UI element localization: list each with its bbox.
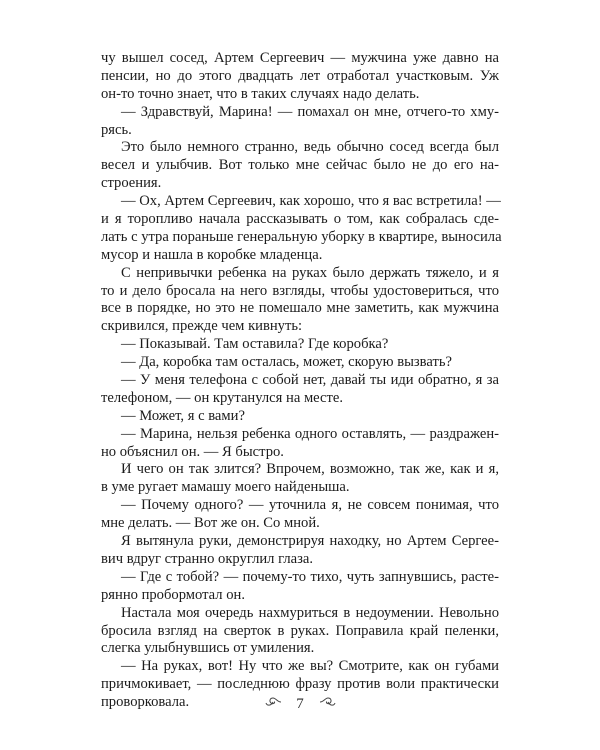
text-line: — У меня телефона с собой нет, давай ты иди обратно, я за [121, 372, 499, 389]
text-line: чу вышел сосед, Артем Сергеевич — мужчина уже давно на [101, 50, 499, 66]
text-line: — Может, я с вами? [121, 407, 245, 424]
text-line: — Марина, нельзя ребенка одного оставлять, — раздражен- [121, 425, 499, 442]
page-footer [0, 696, 600, 713]
text-line: то и дело бросала на него взгляды, чтобы удостовериться, что [101, 282, 499, 299]
text-line: — Показывай. Там оставила? Где коробка? [121, 336, 389, 353]
right-swirl-ornament-icon [318, 696, 336, 713]
body-text [101, 50, 502, 712]
text-line: телефоном, — он крутанулся на месте. [101, 389, 344, 406]
text-line: скривился, прежде чем кивнуть: [101, 318, 303, 335]
text-line: он-то точно знает, что в таких случаях надо делать. [101, 85, 420, 102]
text-line: рянно пробормотал он. [101, 586, 245, 603]
text-line: пенсии, но до этого двадцать лет отработал участковым. Уж [101, 67, 499, 84]
text-line: — Здравствуй, Марина! — помахал он мне, отчего-то хму- [121, 103, 499, 120]
text-line: мусор и нашла в коробке младенца. [101, 246, 323, 263]
text-line: причмокивает, — последнюю фразу против воли практически [101, 676, 499, 693]
text-line: Это было немного странно, ведь обычно сосед всегда был [121, 139, 499, 156]
text-line: И чего он так злится? Впрочем, возможно, так же, как и я, [121, 461, 499, 478]
text-line: проворковала. [101, 694, 190, 711]
text-line: бросила взгляд на сверток в руках. Поправила край пеленки, [101, 622, 499, 639]
text-line: С непривычки ребенка на руках было держать тяжело, и я [121, 264, 499, 281]
text-line: мне делать. — Вот же он. Со мной. [101, 515, 320, 532]
text-line: весел и улыбчив. Вот только мне сейчас было не до его на- [101, 157, 499, 174]
text-line: вич вдруг странно округлил глаза. [101, 550, 314, 567]
text-line: и я торопливо начала рассказывать о том, как собралась сде- [101, 211, 499, 228]
text-line: — На руках, вот! Ну что же вы? Смотрите, как он губами [121, 658, 499, 675]
text-line: все в порядке, но это не помешало мне заметить, как мужчина [101, 300, 499, 317]
text-line: — Да, коробка там осталась, может, скорую вызвать? [121, 354, 452, 371]
text-line: но объяснил он. — Я быстро. [101, 443, 284, 460]
text-line: — Где с тобой? — почему-то тихо, чуть запнувшись, расте- [121, 568, 499, 585]
text-line: Настала моя очередь нахмуриться в недоумении. Невольно [121, 604, 499, 621]
text-line: в уме ругает мамашу моего найденыша. [101, 479, 350, 496]
text-line: строения. [101, 175, 162, 192]
text-line: Я вытянула руки, демонстрируя находку, но Артем Сергее- [121, 533, 499, 550]
text-line: слегка улыбнувшись от умиления. [101, 640, 315, 657]
page-number: 7 [296, 696, 304, 713]
text-line: — Ох, Артем Сергеевич, как хорошо, что я вас встретила! — [121, 193, 501, 210]
text-line: лать с утра пораньше генеральную уборку в квартире, выносила [101, 228, 502, 245]
left-swirl-ornament-icon [265, 696, 283, 713]
text-line: рясь. [101, 121, 132, 138]
text-line: — Почему одного? — уточнила я, не совсем понимая, что [121, 497, 499, 514]
